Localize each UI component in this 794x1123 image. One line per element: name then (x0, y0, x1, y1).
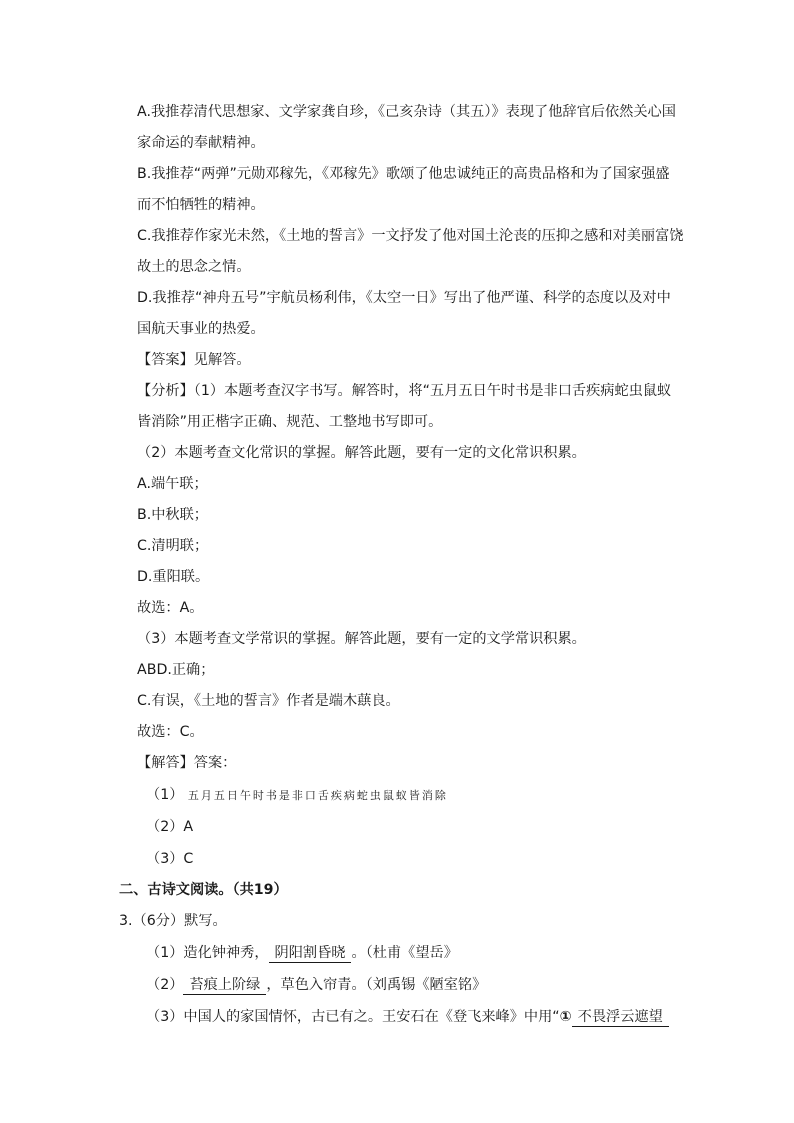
answer-1 (146, 785, 448, 806)
section-heading: 二、古诗文阅读。（共19） (119, 882, 288, 898)
poem-line-1-prefix: （1）造化钟神秀， (146, 945, 269, 961)
choice-line: 故选：C。 (137, 724, 204, 740)
option-d-line1: D.我推荐“神舟五号”宇航员杨利伟，《太空一日》写出了他严谨、科学的态度以及对中 (137, 290, 671, 306)
analysis-line2: 皆消除”用正楷字正确、规范、工整地书写即可。 (137, 414, 443, 430)
option-b-line2: 而不怕牺牲的精神。 (137, 197, 265, 213)
list-item: ABD.正确； (137, 662, 215, 678)
list-item: D.重阳联。 (137, 569, 210, 585)
poem-line-3 (146, 1007, 669, 1027)
list-item: C.有误，《土地的誓言》作者是端木蕻良。 (137, 693, 400, 709)
poem-line-2-answer: 苔痕上阶绿 (183, 976, 266, 995)
poem-line-2-prefix: （2） (146, 977, 184, 993)
poem-line-1 (146, 943, 458, 963)
analysis-line1: 【分析】（1）本题考查汉字书写。解答时，将“五月五日午时书是非口舌疾病蛇虫鼠蚁 (137, 383, 672, 399)
poem-line-3-answer: 不畏浮云遮望 (572, 1008, 669, 1027)
analysis-part3: （3）本题考查文学常识的掌握。解答此题，要有一定的文学常识积累。 (137, 631, 586, 647)
answer-2: （2）A (146, 819, 194, 835)
option-c-line1: C.我推荐作家光未然，《土地的誓言》一文抒发了他对国土沦丧的压抑之感和对美丽富饶 (137, 228, 684, 244)
answer-line: 【答案】见解答。 (137, 352, 251, 368)
option-a-line2: 家命运的奉献精神。 (137, 135, 265, 151)
list-item: A.端午联； (137, 476, 208, 492)
solution-heading: 【解答】答案： (137, 755, 237, 771)
answer-1-calligraphy: 五月五日午时书是非口舌疾病蛇虫鼠蚁皆消除 (187, 789, 448, 802)
poem-line-2-suffix: ，草色入帘青。（刘禹锡《陋室铭》 (266, 977, 487, 993)
poem-line-1-suffix: 。（杜甫《望岳》 (351, 945, 458, 961)
option-c-line2: 故土的思念之情。 (137, 259, 251, 275)
poem-line-2 (146, 975, 486, 995)
circled-number: ① (559, 1009, 572, 1025)
poem-line-3-prefix: （3）中国人的家国情怀，古已有之。王安石在《登飞来峰》中用“ (146, 1009, 560, 1025)
answer-3: （3）C (146, 851, 194, 867)
option-b-line1: B.我推荐“两弹”元勋邓稼先，《邓稼先》歌颂了他忠诚纯正的高贵品格和为了国家强盛 (137, 166, 670, 182)
poem-line-1-answer: 阴阳割昏晓 (269, 944, 352, 963)
list-item: C.清明联； (137, 538, 209, 554)
list-item: B.中秋联； (137, 507, 208, 523)
answer-1-number: （1） (146, 787, 184, 803)
option-a-line1: A.我推荐清代思想家、文学家龚自珍，《己亥杂诗（其五）》表现了他辞官后依然关心国 (137, 104, 676, 120)
choice-line: 故选：A。 (137, 600, 204, 616)
question-3: 3.（6分）默写。 (119, 913, 227, 929)
analysis-part2: （2）本题考查文化常识的掌握。解答此题，要有一定的文化常识积累。 (137, 445, 586, 461)
option-d-line2: 国航天事业的热爱。 (137, 321, 265, 337)
